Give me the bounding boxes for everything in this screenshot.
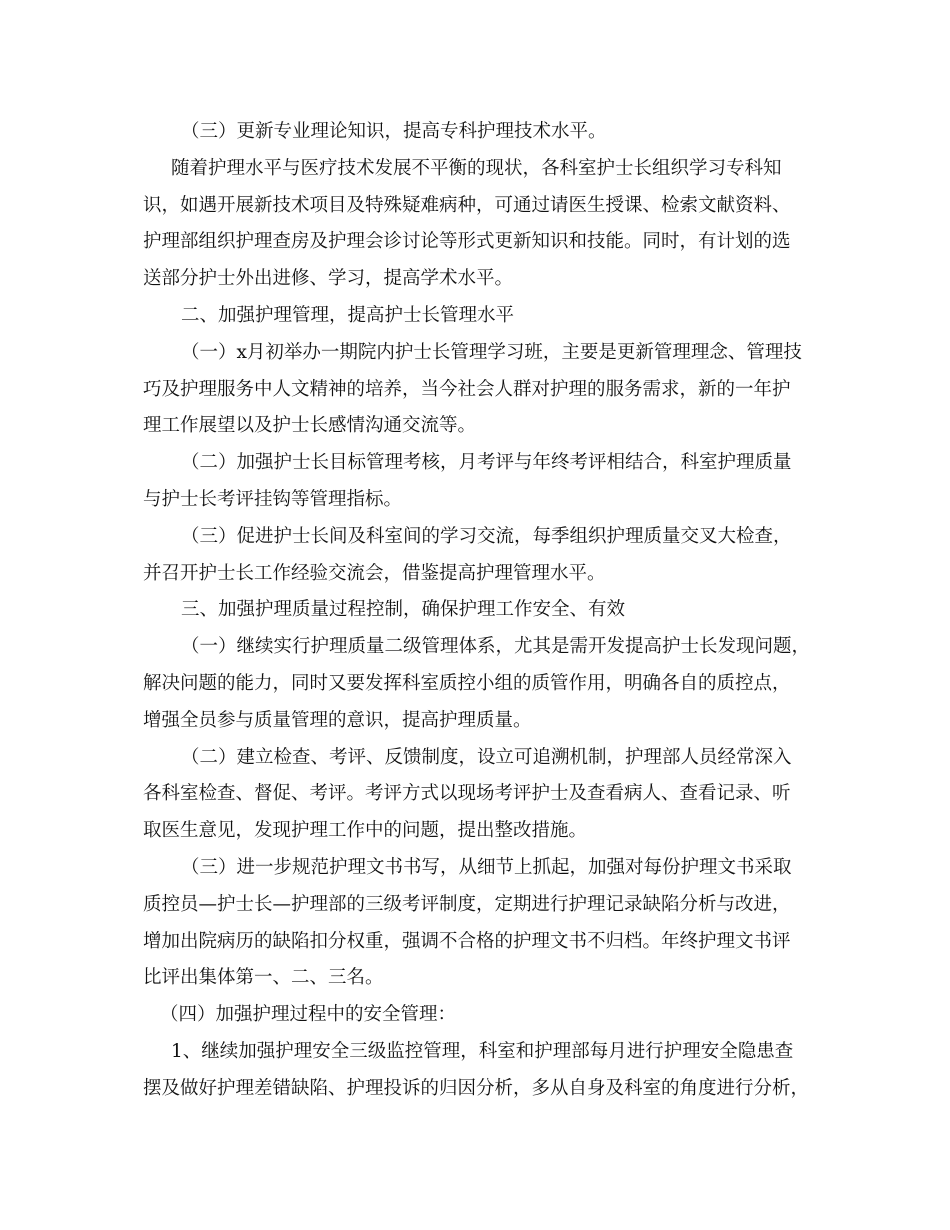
paragraph-line: 随着护理水平与医疗技术发展不平衡的现状，各科室护士长组织学习专科知 [171, 157, 782, 179]
paragraph-line: 取医生意见，发现护理工作中的问题，提出整改措施。 [143, 820, 588, 842]
paragraph-line: 1、继续加强护理安全三级监控管理，科室和护理部每月进行护理安全隐患查 [171, 1040, 794, 1062]
paragraph-line: 比评出集体第一、二、三名。 [143, 967, 384, 989]
section-heading: 三、加强护理质量过程控制，确保护理工作安全、有效 [181, 599, 626, 621]
paragraph-line: 增加出院病历的缺陷扣分权重，强调不合格的护理文书不归档。年终护理文书评 [143, 930, 791, 952]
subsection-heading: （四）加强护理过程中的安全管理： [160, 1004, 457, 1026]
paragraph-line: （一）继续实行护理质量二级管理体系，尤其是需开发提高护士长发现问题， [181, 636, 811, 658]
subsection-heading: （三）更新专业理论知识，提高专科护理技术水平。 [181, 121, 607, 142]
paragraph-line: 质控员—护士长—护理部的三级考评制度，定期进行护理记录缺陷分析与改进， [143, 893, 791, 915]
paragraph-line: 并召开护士长工作经验交流会，借鉴提高护理管理水平。 [143, 562, 606, 584]
paragraph-line: （二）建立检查、考评、反馈制度，设立可追溯机制，护理部人员经常深入 [181, 746, 792, 768]
paragraph-line: （一）x月初举办一期院内护士长管理学习班，主要是更新管理理念、管理技 [181, 341, 802, 363]
paragraph-line: 巧及护理服务中人文精神的培养，当今社会人群对护理的服务需求，新的一年护 [143, 378, 791, 400]
paragraph-line: 摆及做好护理差错缺陷、护理投诉的归因分析，多从自身及科室的角度进行分析， [143, 1077, 810, 1099]
paragraph-line: 送部分护士外出进修、学习，提高学术水平。 [143, 268, 514, 290]
paragraph-line: 理工作展望以及护士长感情沟通交流等。 [143, 415, 477, 437]
paragraph-line: 识，如遇开展新技术项目及特殊疑难病种，可通过请医生授课、检索文献资料、 [143, 194, 791, 216]
section-heading: 二、加强护理管理，提高护士长管理水平 [181, 304, 515, 326]
paragraph-line: （二）加强护士长目标管理考核，月考评与年终考评相结合，科室护理质量 [181, 452, 792, 474]
paragraph-line: 各科室检查、督促、考评。考评方式以现场考评护士及查看病人、查看记录、听 [143, 783, 791, 805]
paragraph-line: （三）促进护士长间及科室间的学习交流，每季组织护理质量交叉大检查， [181, 525, 792, 547]
paragraph-line: 护理部组织护理查房及护理会诊讨论等形式更新知识和技能。同时，有计划的选 [143, 231, 791, 253]
document-body [143, 114, 813, 1108]
paragraph-line: 解决问题的能力，同时又要发挥科室质控小组的质管作用，明确各自的质控点， [143, 672, 791, 694]
paragraph-line: 增强全员参与质量管理的意识，提高护理质量。 [143, 709, 532, 731]
paragraph-line: （三）进一步规范护理文书书写，从细节上抓起，加强对每份护理文书采取 [181, 856, 792, 878]
paragraph-line: 与护士长考评挂钩等管理指标。 [143, 488, 403, 510]
